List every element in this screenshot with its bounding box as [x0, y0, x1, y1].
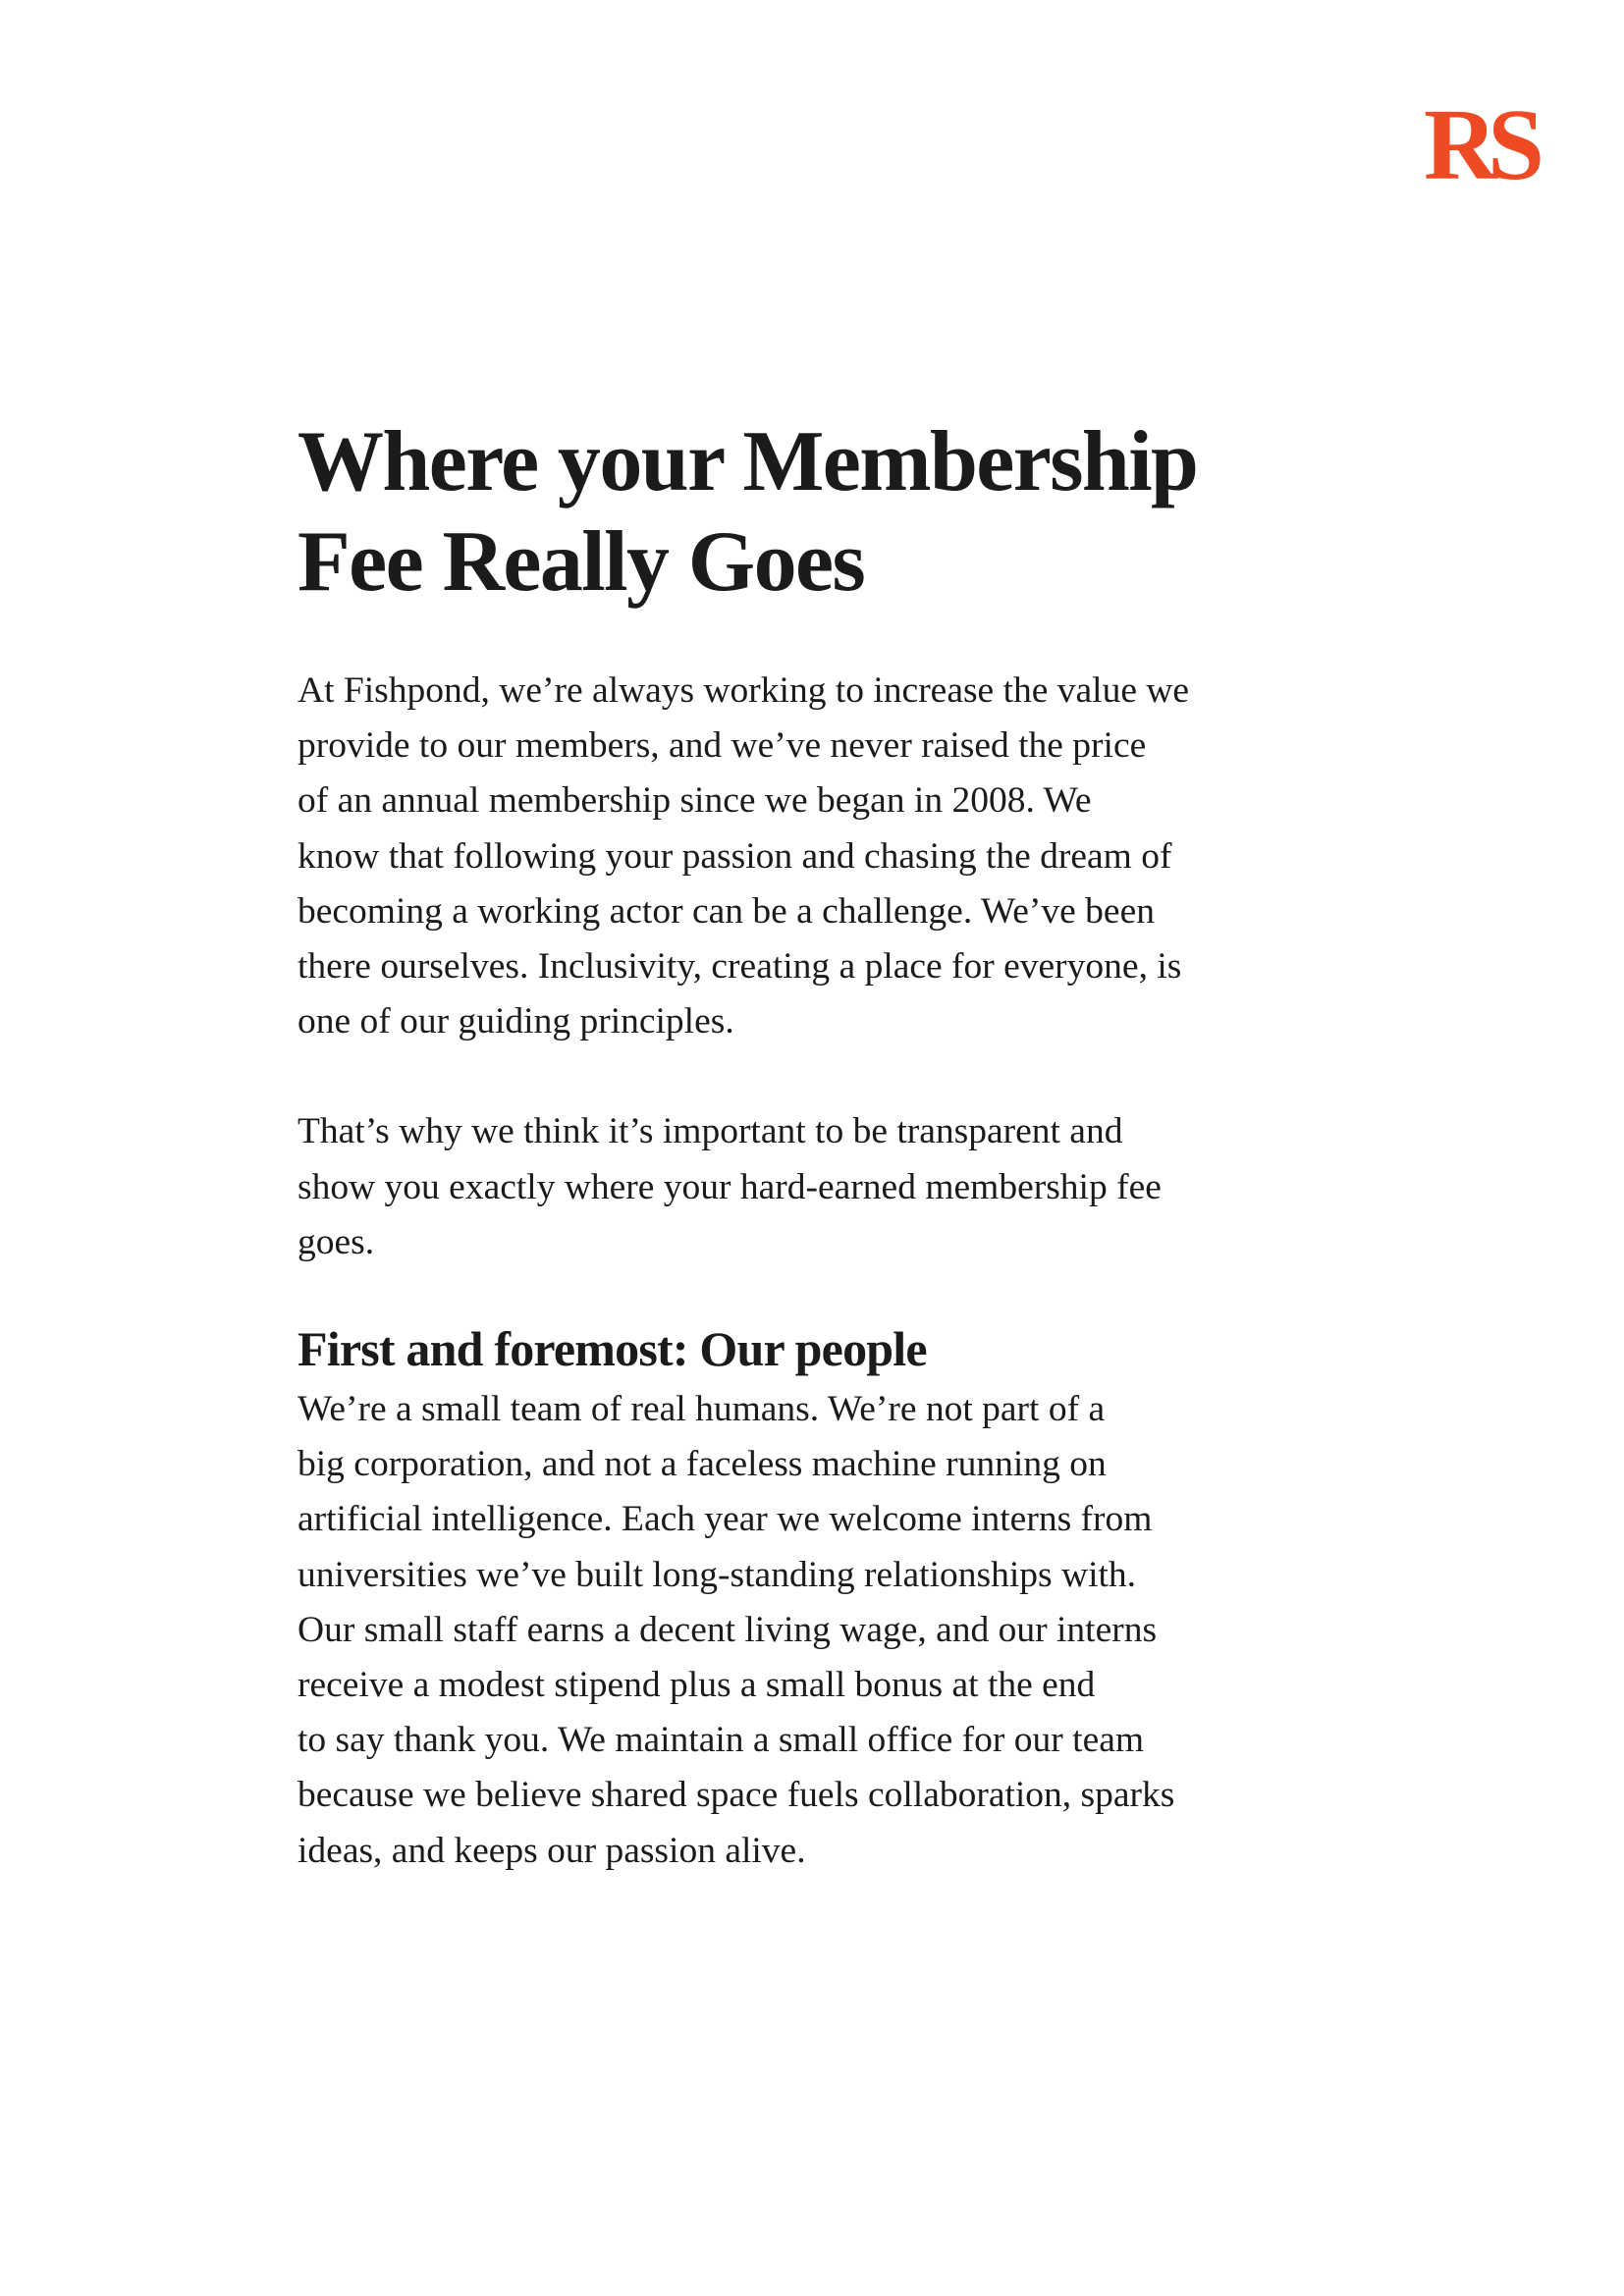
rs-logo: RS	[1424, 88, 1535, 201]
text-line: universities we’ve built long-standing relationships with.	[298, 1554, 1137, 1595]
text-line: becoming a working actor can be a challenge. We’ve been	[298, 890, 1155, 932]
people-paragraph	[298, 1382, 1299, 1879]
page-title	[298, 412, 1299, 613]
text-line: there ourselves. Inclusivity, creating a place for everyone, is	[298, 946, 1182, 988]
intro-paragraph	[298, 664, 1299, 1049]
text-line: know that following your passion and chasing the dream of	[298, 835, 1172, 877]
text-line: goes.	[298, 1221, 375, 1262]
text-line: to say thank you. We maintain a small office for our team	[298, 1720, 1145, 1761]
text-line: provide to our members, and we’ve never raised the price	[298, 725, 1147, 767]
page-title-line: Where your Membership	[298, 414, 1198, 509]
text-line: artificial intelligence. Each year we welcome interns from	[298, 1499, 1153, 1540]
text-line: because we believe shared space fuels collaboration, sparks	[298, 1775, 1175, 1816]
text-line: one of our guiding principles.	[298, 1001, 734, 1042]
page-title-line: Fee Really Goes	[298, 514, 865, 610]
transparency-paragraph	[298, 1104, 1299, 1270]
text-line: We’re a small team of real humans. We’re not part of a	[298, 1389, 1106, 1430]
text-line: ideas, and keeps our passion alive.	[298, 1830, 806, 1871]
text-line: big corporation, and not a faceless machine running on	[298, 1444, 1107, 1485]
text-line: receive a modest stipend plus a small bonus at the end	[298, 1665, 1096, 1706]
text-line: show you exactly where your hard-earned membership fee	[298, 1166, 1162, 1207]
text-line: Our small staff earns a decent living wage, and our interns	[298, 1609, 1158, 1650]
text-line: At Fishpond, we’re always working to increase the value we	[298, 670, 1190, 711]
text-line: of an annual membership since we began in 2008. We	[298, 780, 1092, 822]
section-heading: First and foremost: Our people	[298, 1321, 927, 1377]
document-body	[298, 412, 1299, 1879]
text-line: That’s why we think it’s important to be transparent and	[298, 1111, 1123, 1152]
